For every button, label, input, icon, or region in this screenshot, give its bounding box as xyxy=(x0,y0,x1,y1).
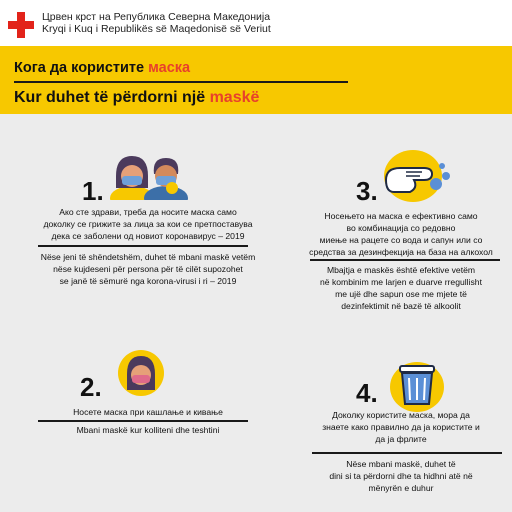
step-3-number: 3. xyxy=(356,176,378,206)
header xyxy=(0,0,512,46)
step-1-divider xyxy=(38,245,248,247)
organization-name-mk: Црвен крст на Република Северна Македонија xyxy=(42,11,271,23)
person-mask-icon xyxy=(116,350,166,396)
step-3-divider xyxy=(310,259,500,261)
title-mk: Кога да користите маска xyxy=(14,60,191,76)
step-4-text-sq: Nëse mbani maskë, duhet të dini si ta përdorni dhe ta hidhni atë në mënyrën e duhur xyxy=(329,459,473,493)
step-1-text-mk: Ако сте здрави, треба да носите маска само доколку се грижите за лица за кои се претпоставува дека се заболени од новиот коронавирус – 2019 xyxy=(43,207,253,241)
step-2-divider xyxy=(38,420,248,422)
step-2-text-mk: Носете маска при кашлање и кивање xyxy=(73,407,223,417)
organization-name xyxy=(42,11,271,35)
title-banner xyxy=(0,46,512,114)
hand-washing-icon xyxy=(384,158,454,198)
organization-name-sq: Kryqi i Kuq i Republikës së Maqedonisë së Veriut xyxy=(42,23,271,35)
step-3-text-sq: Mbajtja e maskës është efektive vetëm në kombinim me larjen e duarve rregullisht me ujë dhe sapun ose me mjete të dezinfektimit në bazë të alkoolit xyxy=(320,265,482,311)
title-divider xyxy=(14,81,348,83)
step-1-text-sq: Nëse jeni të shëndetshëm, duhet të mbani maskë vetëm nëse kujdeseni për persona për të cilët supozohet se janë të sëmurë nga korona-virusi i ri – 2019 xyxy=(40,252,256,286)
step-4-number: 4. xyxy=(356,378,378,408)
step-2-number: 2. xyxy=(80,372,102,402)
title-sq: Kur duhet të përdorni një maskë xyxy=(14,89,260,106)
step-4-divider xyxy=(312,452,502,454)
two-people-masks-icon xyxy=(108,152,190,200)
trash-bin-icon xyxy=(392,364,442,406)
step-3-text-mk: Носењето на маска е ефективно само во комбинација со редовно миење на рацете со вода и сапун или со средства за дезинфекција на база на алкохол xyxy=(309,211,493,257)
step-1-number: 1. xyxy=(82,176,104,206)
red-cross-logo xyxy=(8,12,34,38)
step-4-text-mk: Доколку користите маска, мора да знаете како правилно да ја користите и да ја фрлите xyxy=(322,410,480,444)
step-2-text-sq: Mbani maskë kur kolliteni dhe teshtini xyxy=(76,425,220,435)
content-panel xyxy=(0,114,512,512)
